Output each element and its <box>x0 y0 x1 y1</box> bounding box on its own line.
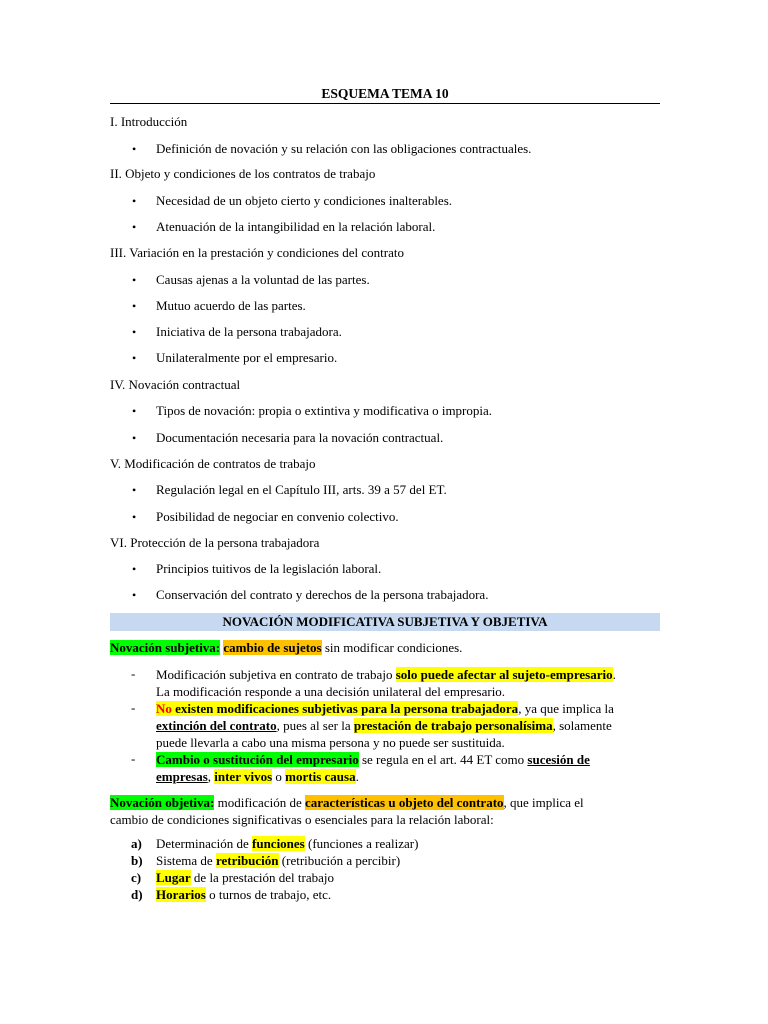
dash-marker: - <box>131 700 136 715</box>
text: modificación de <box>214 795 305 810</box>
text: cambio de condiciones significativas o esenciales para la relación laboral: <box>110 812 494 827</box>
text: La modificación responde a una decisión unilateral del empresario. <box>156 684 506 699</box>
list-item <box>156 836 418 852</box>
list-marker: a) <box>131 836 142 851</box>
bullet-item: • Atenuación de la intangibilidad en la relación laboral. <box>156 219 435 235</box>
subjetiva-item-2 <box>156 700 659 751</box>
highlight: Lugar <box>156 870 191 885</box>
text: de la prestación del trabajo <box>190 870 334 885</box>
text: . <box>355 769 359 784</box>
title-rule <box>110 103 660 104</box>
text: Determinación de <box>156 836 253 851</box>
list-marker: b) <box>131 853 143 868</box>
text: o turnos de trabajo, etc. <box>205 887 332 902</box>
text: . <box>612 667 616 682</box>
highlight: prestación de trabajo personalísima <box>353 718 553 733</box>
highlight-red: No <box>156 701 172 716</box>
bullet-item: • Unilateralmente por el empresario. <box>156 350 337 366</box>
underlined-text: sucesión de <box>527 752 590 767</box>
list-marker: d) <box>131 887 143 902</box>
text: puede llevarla a cabo una misma persona y no puede ser sustituida. <box>156 735 505 750</box>
bullet-item: • Posibilidad de negociar en convenio colectivo. <box>156 509 399 525</box>
text: (funciones a realizar) <box>304 836 419 851</box>
list-marker: c) <box>131 870 142 885</box>
section-heading: III. Variación en la prestación y condiciones del contrato <box>110 245 404 260</box>
subjetiva-intro <box>110 640 462 656</box>
highlight: Cambio o sustitución del empresario <box>156 752 359 767</box>
subjetiva-label: Novación subjetiva: <box>110 640 221 655</box>
text: se regula en el art. 44 ET como <box>358 752 528 767</box>
text: (retribución a percibir) <box>278 853 401 868</box>
bullet-item: • Necesidad de un objeto cierto y condiciones inalterables. <box>156 193 452 209</box>
highlight: existen modificaciones subjetivas para la persona trabajadora <box>171 701 519 716</box>
text: Modificación subjetiva en contrato de trabajo <box>156 667 396 682</box>
bullet-item: • Tipos de novación: propia o extintiva y modificativa o impropia. <box>156 403 492 419</box>
section-heading: II. Objeto y condiciones de los contratos de trabajo <box>110 166 376 181</box>
text: , que implica el <box>503 795 584 810</box>
bullet-item: • Definición de novación y su relación con las obligaciones contractuales. <box>156 141 531 157</box>
list-item <box>156 870 334 886</box>
bullet-item: • Conservación del contrato y derechos de la persona trabajadora. <box>156 587 488 603</box>
section-banner: NOVACIÓN MODIFICATIVA SUBJETIVA Y OBJETIVA <box>110 613 660 631</box>
bullet-item: • Mutuo acuerdo de las partes. <box>156 298 306 314</box>
section-heading: VI. Protección de la persona trabajadora <box>110 535 320 550</box>
underlined-text: extinción del contrato <box>156 718 277 733</box>
subjetiva-item-3 <box>156 751 659 785</box>
dash-marker: - <box>131 751 136 766</box>
highlight: retribución <box>215 853 279 868</box>
underlined-text: empresas <box>156 769 208 784</box>
text: , <box>207 769 215 784</box>
text: , solamente <box>552 718 612 733</box>
bullet-item: • Causas ajenas a la voluntad de las partes. <box>156 272 370 288</box>
text: , ya que implica la <box>518 701 614 716</box>
highlight: inter vivos <box>214 769 273 784</box>
objetiva-label: Novación objetiva: <box>110 795 215 810</box>
bullet-item: • Principios tuitivos de la legislación laboral. <box>156 561 381 577</box>
document-title: ESQUEMA TEMA 10 <box>321 86 449 101</box>
bullet-item: • Regulación legal en el Capítulo III, arts. 39 a 57 del ET. <box>156 482 447 498</box>
text: , pues al ser la <box>276 718 354 733</box>
subjetiva-item-1 <box>156 666 659 700</box>
list-item <box>156 887 331 903</box>
highlight: funciones <box>252 836 305 851</box>
highlight: solo puede afectar al sujeto-empresario <box>395 667 613 682</box>
section-heading: IV. Novación contractual <box>110 377 241 392</box>
list-item <box>156 853 400 869</box>
section-heading: I. Introducción <box>110 114 188 129</box>
highlight: mortis causa <box>285 769 356 784</box>
dash-marker: - <box>131 666 136 681</box>
bullet-item: • Iniciativa de la persona trabajadora. <box>156 324 342 340</box>
section-heading: V. Modificación de contratos de trabajo <box>110 456 316 471</box>
highlight: Horarios <box>156 887 206 902</box>
highlight: características u objeto del contrato <box>304 795 504 810</box>
subjetiva-key: cambio de sujetos <box>223 640 322 655</box>
text: o <box>272 769 286 784</box>
text: Sistema de <box>156 853 216 868</box>
objetiva-intro <box>110 794 660 828</box>
subjetiva-rest: sin modificar condiciones. <box>321 640 463 655</box>
bullet-item: • Documentación necesaria para la novación contractual. <box>156 430 443 446</box>
